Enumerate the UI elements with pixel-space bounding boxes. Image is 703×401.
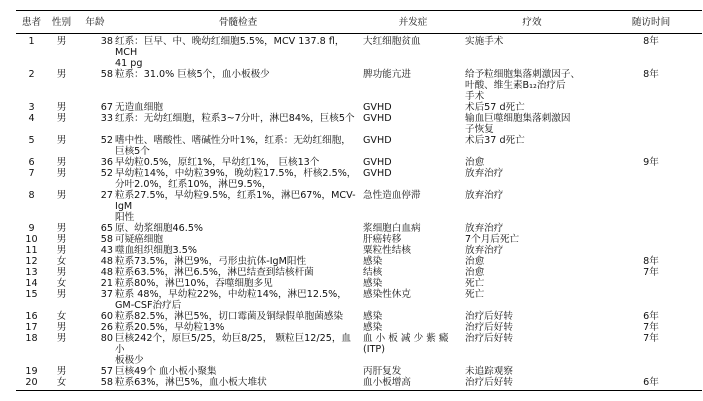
cell-follow-up [600, 278, 702, 289]
table-row [16, 34, 702, 70]
cell-efficacy: 放弃治疗 [465, 168, 504, 179]
cell-follow-up [600, 135, 702, 157]
cell-complication: 血 小 板 减 少 紫 癜 (ITP) [363, 333, 449, 355]
cell-complication: 肝癌转移 [363, 234, 402, 245]
cell-complication: 感染 [363, 256, 383, 267]
table-header [16, 11, 702, 34]
cell-bone-marrow: 粒系：31.0% 巨核5个，血小板极少 [115, 69, 270, 80]
cell-follow-up: 8年 [643, 69, 659, 80]
cell-bone-marrow: 巨核242个，原巨5/25，幼巨8/25， 颗粒巨12/25，血 小 板极少 [115, 333, 352, 366]
cell-follow-up: 8年 [643, 256, 659, 267]
cell-efficacy: 治疗后好转 [464, 377, 600, 391]
cell-complication: GVHD [363, 135, 392, 146]
cell-follow-up: 7年 [643, 322, 659, 333]
cell-efficacy: 实施手术 [465, 36, 504, 47]
cell-complication: 感染性休克 [363, 289, 411, 300]
cell-complication: 急性造血停滞 [363, 190, 421, 201]
cell-sex: 男 [56, 267, 67, 278]
cell-sex: 男 [56, 245, 67, 256]
table-row [16, 333, 702, 366]
table-row [16, 289, 702, 311]
cell-follow-up: 7年 [643, 267, 659, 278]
header-complication: 并发症 [362, 11, 464, 34]
cell-bone-marrow: 红系：无幼红细胞，粒系3~7分叶，淋巴84%，巨核5个 [115, 113, 355, 124]
cell-bone-marrow: 噬血组织细胞3.5% [115, 245, 197, 256]
cell-age: 26 [100, 322, 113, 333]
header-patient: 患者 [16, 11, 47, 34]
cell-age: 65 [100, 223, 113, 234]
table-row [16, 267, 702, 278]
cell-bone-marrow: 红系：巨早、中、晚幼红细胞5.5%，MCV 137.8 fl，MCH 41 pg [115, 36, 345, 69]
table-row [16, 113, 702, 135]
cell-age: 48 [100, 256, 113, 267]
cell-sex: 男 [56, 234, 67, 245]
cell-bone-marrow: 早幼粒0.5%，原红1%，早幼红1%， 巨核13个 [115, 157, 320, 168]
cell-patient-no: 19 [25, 366, 38, 377]
cell-age: 58 [100, 69, 113, 80]
cell-efficacy: 未追踪观察 [465, 366, 513, 377]
cell-age: 58 [100, 234, 113, 245]
cell-sex: 男 [56, 113, 67, 124]
cell-sex: 男 [56, 157, 67, 168]
cell-complication: 感染 [363, 322, 383, 333]
cell-patient-no: 12 [25, 256, 38, 267]
header-efficacy: 疗效 [464, 11, 600, 34]
cell-complication: 大红细胞贫血 [363, 36, 421, 47]
cell-follow-up: 6年 [643, 311, 659, 322]
cell-patient-no: 16 [25, 311, 38, 322]
table-row [16, 223, 702, 234]
cell-efficacy: 治愈 [465, 157, 485, 168]
table-row [16, 190, 702, 223]
cell-bone-marrow: 巨核49个 血小板小聚集 [115, 366, 217, 377]
cell-patient-no: 9 [28, 223, 35, 234]
cell-follow-up [600, 113, 702, 135]
cell-bone-marrow: 原、幼浆细胞46.5% [115, 223, 204, 234]
table-row [16, 102, 702, 113]
header-sex: 性别 [47, 11, 76, 34]
cell-age: 52 [100, 168, 113, 179]
cell-complication: GVHD [363, 113, 392, 124]
cell-age: 48 [100, 267, 113, 278]
cell-age: 21 [100, 278, 113, 289]
cell-age: 27 [100, 190, 113, 201]
cell-age: 58 [76, 377, 114, 391]
cell-age: 52 [100, 135, 113, 146]
cell-efficacy: 死亡 [465, 289, 485, 300]
cell-age: 38 [100, 36, 113, 47]
cell-complication: 粟粒性结核 [363, 245, 411, 256]
cell-sex: 女 [47, 377, 76, 391]
cell-sex: 男 [56, 322, 67, 333]
cell-complication: 丙肝复发 [363, 366, 402, 377]
cell-efficacy: 治疗后好转 [465, 311, 513, 322]
cell-complication: 结核 [363, 267, 383, 278]
cell-efficacy: 给予粒细胞集落刺激因子、 叶酸、维生素B₁₂治疗后 手术 [465, 69, 581, 102]
cell-bone-marrow: 粒系27.5%，早幼粒9.5%，红系1%，淋巴67%，MCV-IgM 阳性 [115, 190, 356, 223]
header-age: 年龄 [76, 11, 114, 34]
cell-sex: 男 [56, 190, 67, 201]
cell-patient-no: 7 [28, 168, 35, 179]
cell-follow-up: 9年 [643, 157, 659, 168]
cell-sex: 男 [56, 135, 67, 146]
cell-sex: 女 [56, 311, 67, 322]
table-row [16, 278, 702, 289]
cell-efficacy: 放弃治疗 [465, 245, 504, 256]
cell-sex: 男 [56, 102, 67, 113]
table-row [16, 157, 702, 168]
cell-patient-no: 15 [25, 289, 38, 300]
table-row [16, 366, 702, 377]
cell-efficacy: 治疗后好转 [465, 322, 513, 333]
cell-follow-up [600, 102, 702, 113]
cell-sex: 男 [56, 69, 67, 80]
cell-age: 60 [100, 311, 113, 322]
cell-complication: GVHD [363, 168, 392, 179]
cell-efficacy: 术后57 d死亡 [465, 102, 525, 113]
cell-bone-marrow: 粒系73.5%，淋巴9%，弓形虫抗体-IgM阳性 [115, 256, 307, 267]
cell-follow-up: 7年 [643, 333, 659, 344]
cell-efficacy: 7个月后死亡 [465, 234, 520, 245]
cell-efficacy: 治愈 [465, 256, 485, 267]
cell-bone-marrow: 粒系63.5%，淋巴6.5%，淋巴结查到结核杆菌 [115, 267, 314, 278]
cell-patient-no: 3 [28, 102, 35, 113]
cell-sex: 男 [56, 333, 67, 344]
cell-age: 80 [100, 333, 113, 344]
cell-patient-no: 11 [25, 245, 38, 256]
cell-complication: GVHD [363, 157, 392, 168]
table-row [16, 135, 702, 157]
cell-follow-up [600, 366, 702, 377]
cell-patient-no: 18 [25, 333, 38, 344]
table-row [16, 245, 702, 256]
cell-age: 67 [100, 102, 113, 113]
cell-patient-no: 6 [28, 157, 35, 168]
cell-bone-marrow: 粒系82.5%，淋巴5%，切口霉菌及铜绿假单胞菌感染 [115, 311, 343, 322]
cell-patient-no: 4 [28, 113, 35, 124]
cell-efficacy: 放弃治疗 [465, 190, 504, 201]
table-row [16, 168, 702, 190]
table-row [16, 322, 702, 333]
cell-patient-no: 2 [28, 69, 35, 80]
table-row [16, 377, 702, 391]
header-row [16, 11, 702, 34]
clinical-cases-table [16, 10, 702, 391]
cell-patient-no: 5 [28, 135, 35, 146]
cell-complication: 感染 [363, 278, 383, 289]
cell-bone-marrow: 粒系 48%，早幼粒22%，中幼粒14%，淋巴12.5%， GM-CSF治疗后 [115, 289, 347, 311]
cell-complication: GVHD [363, 102, 392, 113]
cell-age: 37 [100, 289, 113, 300]
cell-follow-up [600, 190, 702, 223]
table-body [16, 34, 702, 391]
cell-efficacy: 输血巨噬细胞集落刺激因 子恢复 [465, 113, 571, 135]
cell-age: 57 [100, 366, 113, 377]
cell-follow-up: 6年 [600, 377, 702, 391]
cell-complication: 脾功能亢进 [363, 69, 411, 80]
cell-efficacy: 死亡 [465, 278, 485, 289]
cell-sex: 男 [56, 289, 67, 300]
table-row [16, 256, 702, 267]
cell-complication: 浆细胞白血病 [363, 223, 421, 234]
table-row [16, 234, 702, 245]
cell-complication: 血小板增高 [362, 377, 464, 391]
cell-follow-up: 8年 [643, 36, 659, 47]
cell-bone-marrow: 粒系80%，淋巴10%，吞噬细胞多见 [115, 278, 273, 289]
table-row [16, 311, 702, 322]
cell-follow-up [600, 289, 702, 311]
cell-bone-marrow: 粒系63%，淋巴5%，血小板大堆状 [114, 377, 362, 391]
cell-follow-up [600, 234, 702, 245]
cell-complication: 感染 [363, 311, 383, 322]
cell-sex: 男 [56, 223, 67, 234]
cell-bone-marrow: 粒系20.5%，早幼粒13% [115, 322, 225, 333]
cell-efficacy: 放弃治疗 [465, 223, 504, 234]
cell-age: 33 [100, 113, 113, 124]
cell-bone-marrow: 可疑癌细胞 [115, 234, 163, 245]
cell-follow-up [600, 245, 702, 256]
cell-age: 36 [100, 157, 113, 168]
cell-sex: 男 [56, 168, 67, 179]
cell-patient-no: 14 [25, 278, 38, 289]
cell-patient-no: 10 [25, 234, 38, 245]
cell-sex: 男 [56, 366, 67, 377]
cell-efficacy: 治愈 [465, 267, 485, 278]
cell-age: 43 [100, 245, 113, 256]
cell-bone-marrow: 嗜中性、嗜酸性、嗜碱性分叶1%，红系：无幼红细胞， 巨核5个 [115, 135, 351, 157]
cell-patient-no: 20 [16, 377, 47, 391]
cell-patient-no: 1 [28, 36, 35, 47]
cell-bone-marrow: 早幼粒14%，中幼粒39%，晚幼粒17.5%，杆核2.5%， 分叶2.0%，红系10%，淋巴9.5%， [115, 168, 357, 190]
cell-bone-marrow: 无造血细胞 [115, 102, 163, 113]
cell-follow-up [600, 168, 702, 190]
cell-sex: 男 [56, 36, 67, 47]
cell-efficacy: 治疗后好转 [465, 333, 513, 344]
cell-patient-no: 8 [28, 190, 35, 201]
cell-follow-up [600, 223, 702, 234]
cell-sex: 女 [56, 278, 67, 289]
header-bone-marrow: 骨髓检查 [114, 11, 362, 34]
cell-sex: 女 [56, 256, 67, 267]
cell-efficacy: 术后37 d死亡 [465, 135, 525, 146]
table-row [16, 69, 702, 102]
cell-patient-no: 17 [25, 322, 38, 333]
cell-patient-no: 13 [25, 267, 38, 278]
header-follow-up: 随访时间 [600, 11, 702, 34]
